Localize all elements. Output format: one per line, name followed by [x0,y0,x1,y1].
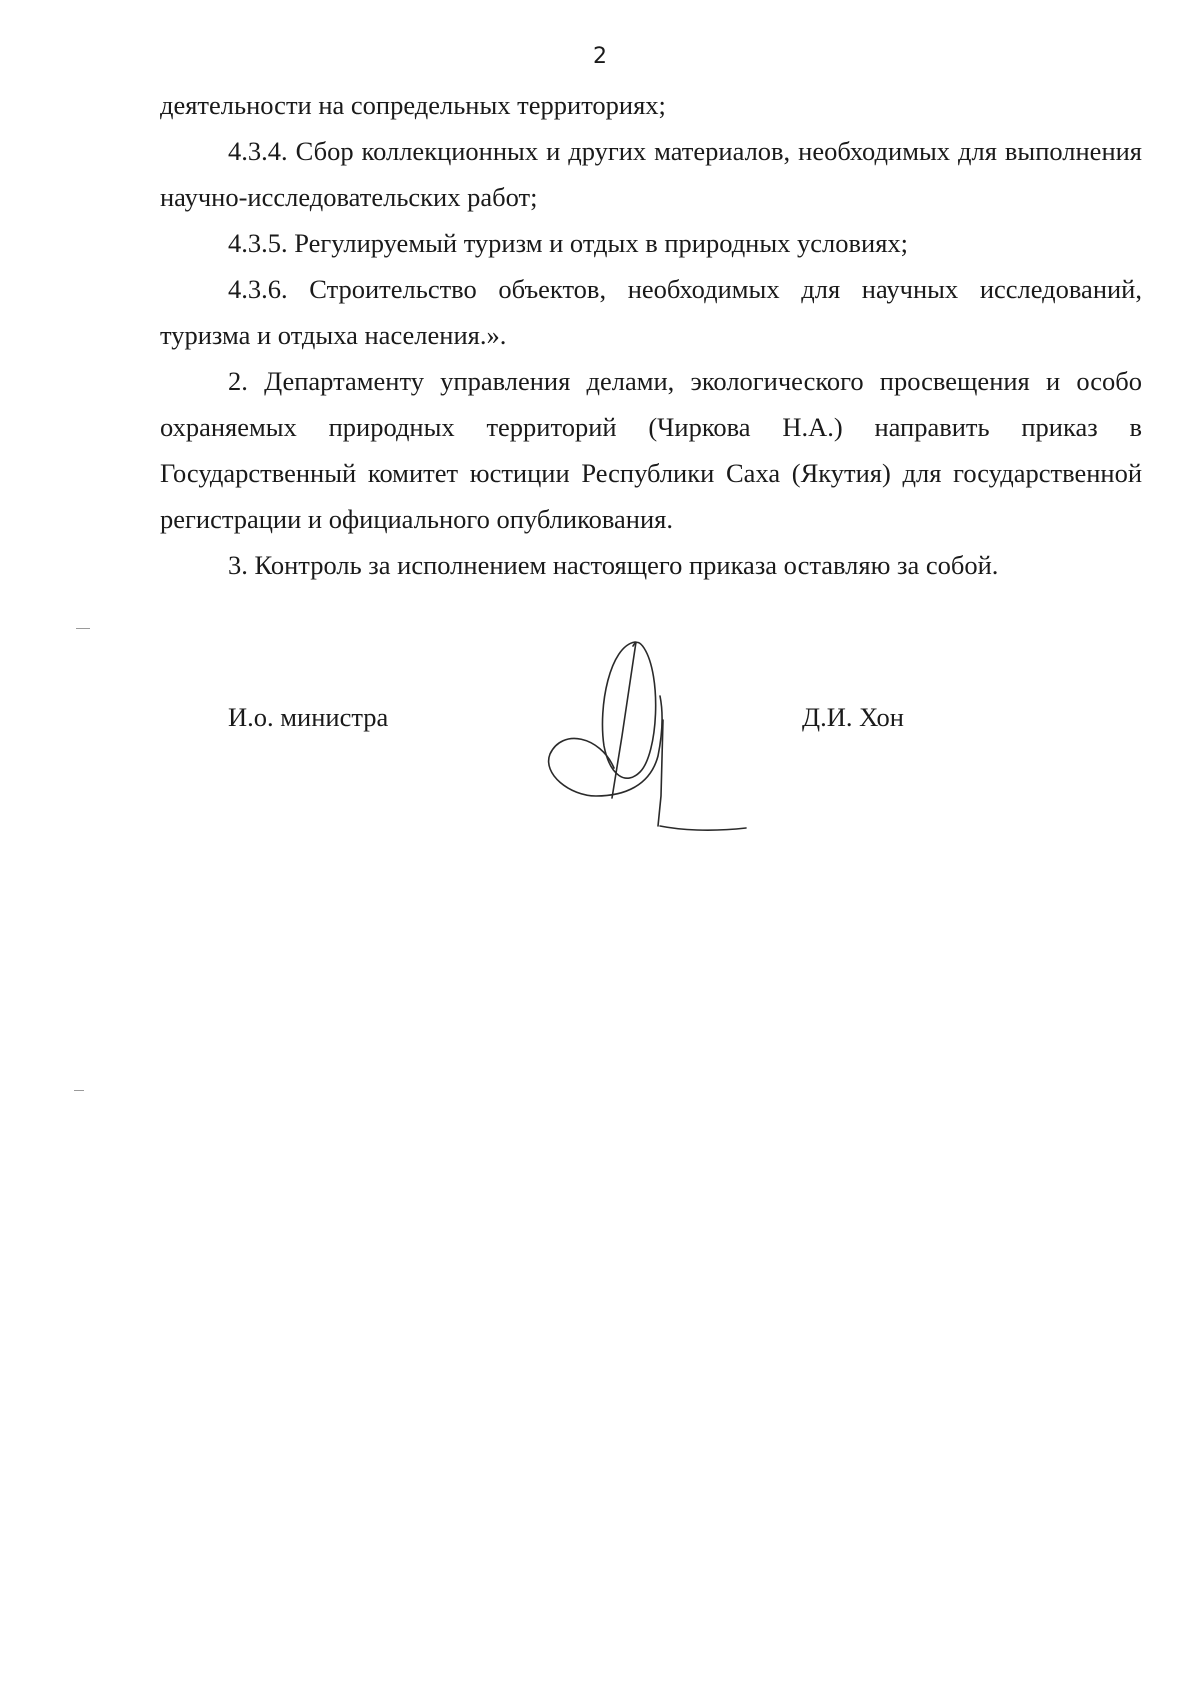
paragraph-continuation: деятельности на сопредельных территориях; [160,90,666,120]
paragraph-item-2: 2. Департаменту управления делами, экологического просвещения и особо охраняемых природных территорий (Чиркова Н.А.) направить приказ в Государственный комитет юстиции Республики Саха (Якутия) для государственной регистрации и официального опубликования. [160,366,1142,534]
paragraph-item-4-3-4: 4.3.4. Сбор коллекционных и других материалов, необходимых для выполнения научно-исследовательских работ; [160,136,1142,212]
signature-block [0,636,1200,896]
handwritten-signature [540,636,760,876]
paragraph-item-4-3-6: 4.3.6. Строительство объектов, необходимых для научных исследований, туризма и отдыха населения.». [160,274,1142,350]
page-number: 2 [593,44,607,69]
signatory-title: И.о. министра [228,702,389,732]
signatory-name: Д.И. Хон [802,702,904,732]
paragraph-item-4-3-5: 4.3.5. Регулируемый туризм и отдых в природных условиях; [228,228,909,258]
scan-artifact-mark [76,628,90,629]
document-body [160,82,1142,588]
scan-artifact-mark [74,1090,84,1091]
paragraph-item-3: 3. Контроль за исполнением настоящего приказа оставляю за собой. [228,550,999,580]
